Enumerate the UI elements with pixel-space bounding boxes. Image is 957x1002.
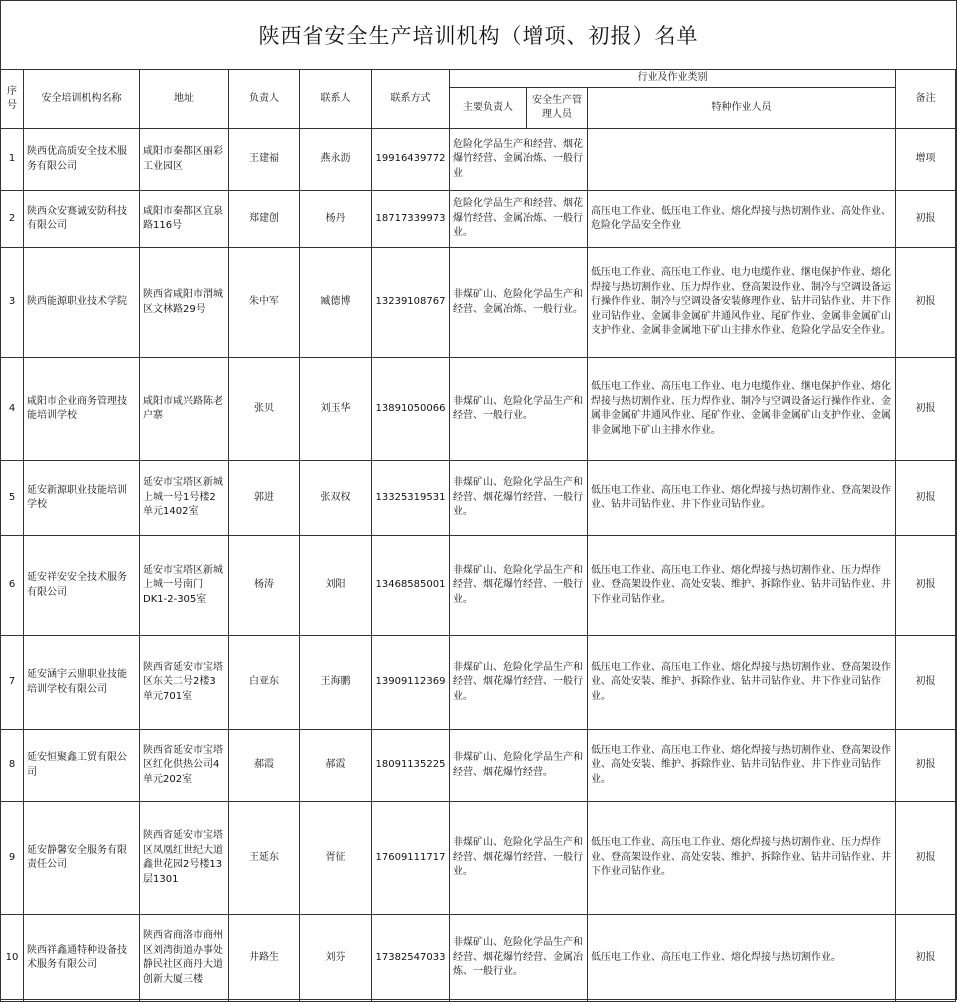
cell-principal: 郑建创 — [229, 191, 300, 248]
cell-special: 高压电工作业、低压电工作业、熔化焊接与热切割作业、高处作业、危险化学品安全作业 — [588, 191, 896, 248]
cell-seq: 1 — [1, 129, 24, 191]
cell-address: 咸阳市咸兴路陈老户寨 — [140, 358, 229, 461]
cell-note: 初报 — [896, 461, 956, 536]
cell-note: 初报 — [896, 730, 956, 802]
cell-principal: 杨涛 — [229, 536, 300, 636]
cell-main-category: 非煤矿山、危险化学品生产和经营、烟花爆竹经营、一般行业。 — [450, 636, 588, 730]
cell-address: 陕西省延安市宝塔区东关二号2楼3单元701室 — [140, 636, 229, 730]
cell-seq: 5 — [1, 461, 24, 536]
cell-principal: 白亚东 — [229, 636, 300, 730]
cell-principal: 井路生 — [229, 915, 300, 1002]
table-row — [1, 915, 956, 1002]
cell-contact: 杨丹 — [300, 191, 372, 248]
cell-phone: 13891050066 — [372, 358, 450, 461]
cell-main-category: 非煤矿山、危险化学品生产和经营、烟花爆竹经营、一般行业。 — [450, 802, 588, 915]
cell-special: 低压电工作业、高压电工作业、熔化焊接与热切割作业、压力焊作业、登高架设作业、高处安装、维护、拆除作业、钻井司钻作业、井下作业司钻作业。 — [588, 536, 896, 636]
cell-org: 陕西优高质安全技术服务有限公司 — [24, 129, 140, 191]
table-row — [1, 191, 956, 248]
header-special: 特种作业人员 — [588, 88, 896, 129]
cell-org: 延安恒聚鑫工贸有限公司 — [24, 730, 140, 802]
cell-phone: 17609111717 — [372, 802, 450, 915]
cell-note: 初报 — [896, 636, 956, 730]
cell-org: 延安祥安安全技术服务有限公司 — [24, 536, 140, 636]
cell-main-category: 非煤矿山、危险化学品生产和经营、一般行业。 — [450, 358, 588, 461]
table-row — [1, 358, 956, 461]
training-institution-table — [0, 69, 956, 1002]
cell-main-category: 非煤矿山、危险化学品生产和经营、烟花爆竹经营、一般行业。 — [450, 536, 588, 636]
cell-seq: 6 — [1, 536, 24, 636]
header-category-group: 行业及作业类别 — [450, 70, 896, 88]
cell-special: 低压电工作业、高压电工作业、熔化焊接与热切割作业、压力焊作业、登高架设作业、高处安装、维护、拆除作业、钻井司钻作业、井下作业司钻作业。 — [588, 802, 896, 915]
cell-org: 延安涵宇云鼎职业技能培训学校有限公司 — [24, 636, 140, 730]
cell-principal: 郝霞 — [229, 730, 300, 802]
header-org: 安全培训机构名称 — [24, 70, 140, 129]
cell-note: 初报 — [896, 802, 956, 915]
cell-note: 初报 — [896, 191, 956, 248]
cell-phone: 13468585001 — [372, 536, 450, 636]
cell-main-category: 非煤矿山、危险化学品生产和经营、烟花爆竹经营、金属冶炼、一般行业。 — [450, 915, 588, 1002]
table-row — [1, 802, 956, 915]
cell-address: 咸阳市秦都区丽彩工业园区 — [140, 129, 229, 191]
cell-contact: 刘芬 — [300, 915, 372, 1002]
cell-org: 延安新源职业技能培训学校 — [24, 461, 140, 536]
header-contact: 联系人 — [300, 70, 372, 129]
cell-address: 陕西省延安市宝塔区红化供热公司4单元202室 — [140, 730, 229, 802]
cell-principal: 张贝 — [229, 358, 300, 461]
cell-main-category: 危险化学品生产和经营、烟花爆竹经营、金属冶炼、一般行业。 — [450, 191, 588, 248]
header-main-principal: 主要负责人 — [450, 88, 527, 129]
table-row — [1, 536, 956, 636]
cell-special: 低压电工作业、高压电工作业、熔化焊接与热切割作业、登高架设作业、高处安装、维护、拆除作业、钻井司钻作业、井下作业司钻作业。 — [588, 636, 896, 730]
cell-phone: 17382547033 — [372, 915, 450, 1002]
cell-principal: 王延东 — [229, 802, 300, 915]
cell-address: 咸阳市秦都区宜泉路116号 — [140, 191, 229, 248]
cell-special — [588, 129, 896, 191]
header-seq: 序号 — [1, 70, 24, 129]
cell-address: 延安市宝塔区新城上城一号南门DK1-2-305室 — [140, 536, 229, 636]
cell-note: 初报 — [896, 358, 956, 461]
cell-principal: 郭进 — [229, 461, 300, 536]
cell-contact: 燕永沥 — [300, 129, 372, 191]
cell-phone: 18091135225 — [372, 730, 450, 802]
cell-principal: 王建福 — [229, 129, 300, 191]
cell-org: 陕西祥鑫通特种设备技术服务有限公司 — [24, 915, 140, 1002]
cell-special: 低压电工作业、高压电工作业、电力电缆作业、继电保护作业、熔化焊接与热切割作业、压力焊作业、制冷与空调设备运行操作作业、金属非金属矿井通风作业、尾矿作业、金属非金属矿山支护作业、金属非金属地下矿山主排水作业。 — [588, 358, 896, 461]
cell-phone: 13325319531 — [372, 461, 450, 536]
cell-address: 延安市宝塔区新城上城一号1号楼2单元1402室 — [140, 461, 229, 536]
header-address: 地址 — [140, 70, 229, 129]
cell-phone: 18717339973 — [372, 191, 450, 248]
cell-seq: 3 — [1, 248, 24, 358]
cell-contact: 臧德博 — [300, 248, 372, 358]
cell-seq: 4 — [1, 358, 24, 461]
cell-main-category: 非煤矿山、危险化学品生产和经营、烟花爆竹经营、一般行业。 — [450, 461, 588, 536]
cell-contact: 刘玉华 — [300, 358, 372, 461]
table-row — [1, 636, 956, 730]
cell-phone: 13239108767 — [372, 248, 450, 358]
cell-contact: 郝霞 — [300, 730, 372, 802]
cell-org: 咸阳市企业商务管理技能培训学校 — [24, 358, 140, 461]
table-row — [1, 129, 956, 191]
cell-contact: 刘阳 — [300, 536, 372, 636]
page-title: 陕西省安全生产培训机构（增项、初报）名单 — [0, 0, 957, 70]
cell-address: 陕西省商洛市商州区刘湾街道办事处静民社区商丹大道创新大厦三楼 — [140, 915, 229, 1002]
cell-note: 增项 — [896, 129, 956, 191]
cell-note: 初报 — [896, 536, 956, 636]
table-row — [1, 730, 956, 802]
cell-special: 低压电工作业、高压电工作业、熔化焊接与热切割作业。 — [588, 915, 896, 1002]
cell-special: 低压电工作业、高压电工作业、熔化焊接与热切割作业、登高架设作业、高处安装、维护、拆除作业、钻井司钻作业、井下作业司钻作业。 — [588, 730, 896, 802]
header-phone: 联系方式 — [372, 70, 450, 129]
cell-special: 低压电工作业、高压电工作业、熔化焊接与热切割作业、登高架设作业、钻井司钻作业、井下作业司钻作业。 — [588, 461, 896, 536]
cell-principal: 朱中军 — [229, 248, 300, 358]
cell-phone: 19916439772 — [372, 129, 450, 191]
cell-main-category: 非煤矿山、危险化学品生产和经营、烟花爆竹经营。 — [450, 730, 588, 802]
cell-seq: 7 — [1, 636, 24, 730]
cell-address: 陕西省延安市宝塔区凤凰红世纪大道鑫世花园2号楼13层1301 — [140, 802, 229, 915]
cell-seq: 10 — [1, 915, 24, 1002]
cell-main-category: 危险化学品生产和经营、烟花爆竹经营、金属冶炼、一般行业 — [450, 129, 588, 191]
cell-contact: 王海鹏 — [300, 636, 372, 730]
cell-address: 陕西省咸阳市渭城区文林路29号 — [140, 248, 229, 358]
cell-org: 延安静馨安全服务有限责任公司 — [24, 802, 140, 915]
table-row — [1, 461, 956, 536]
cell-note: 初报 — [896, 915, 956, 1002]
cell-seq: 9 — [1, 802, 24, 915]
header-note: 备注 — [896, 70, 956, 129]
cell-contact: 张双权 — [300, 461, 372, 536]
header-safety-manager: 安全生产管理人员 — [527, 88, 588, 129]
header-principal: 负责人 — [229, 70, 300, 129]
cell-main-category: 非煤矿山、危险化学品生产和经营、金属冶炼、一般行业。 — [450, 248, 588, 358]
cell-seq: 2 — [1, 191, 24, 248]
cell-contact: 胥征 — [300, 802, 372, 915]
table-row — [1, 248, 956, 358]
cell-note: 初报 — [896, 248, 956, 358]
cell-org: 陕西能源职业技术学院 — [24, 248, 140, 358]
cell-phone: 13909112369 — [372, 636, 450, 730]
cell-seq: 8 — [1, 730, 24, 802]
cell-special: 低压电工作业、高压电工作业、电力电缆作业、继电保护作业、熔化焊接与热切割作业、压力焊作业、登高架设作业、制冷与空调设备运行操作作业、制冷与空调设备安装修理作业、钻井司钻作业、井下作业司钻作业、金属非金属矿井通风作业、尾矿作业、金属非金属矿山支护作业、金属非金属地下矿山主排水作业、危险化学品安全作业。 — [588, 248, 896, 358]
cell-org: 陕西众安赛诚安防科技有限公司 — [24, 191, 140, 248]
